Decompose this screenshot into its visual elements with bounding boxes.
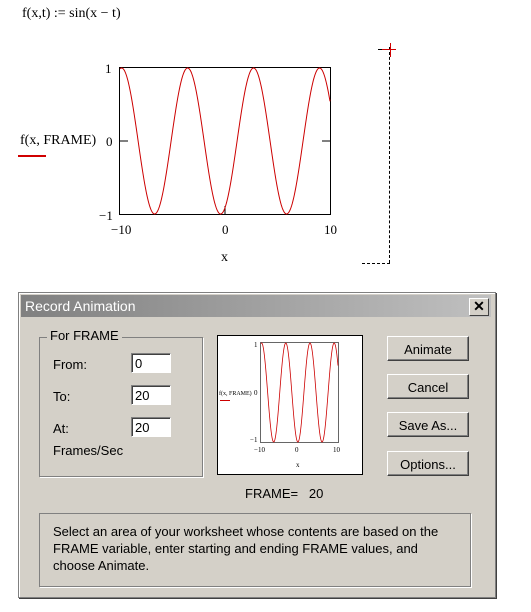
plot-frame xyxy=(120,68,331,215)
x-tick-label-right: 10 xyxy=(324,222,337,237)
preview-x-tick-mid: 0 xyxy=(295,446,299,454)
dialog-titlebar[interactable] xyxy=(21,295,491,317)
to-label: To: xyxy=(53,389,71,404)
group-title: For FRAME xyxy=(47,328,122,343)
close-icon: ✕ xyxy=(473,298,485,314)
preview-y-label-underline xyxy=(220,400,230,401)
at-label: At: xyxy=(53,421,69,436)
hint-text: Select an area of your worksheet whose contents are based on the FRAME variable, enter starting and ending FRAME values, and choose Animate. xyxy=(53,524,439,573)
x-tick-label-left: −10 xyxy=(111,222,132,237)
y-tick-label-mid: 0 xyxy=(106,134,113,149)
fps-label: Frames/Sec xyxy=(53,443,124,458)
cancel-button[interactable]: Cancel xyxy=(387,374,469,399)
y-tick-label-bottom: −1 xyxy=(99,208,113,223)
preview-plot-frame xyxy=(261,343,339,443)
preview-y-tick-bottom: −1 xyxy=(250,436,258,444)
record-animation-dialog xyxy=(18,292,496,598)
selection-border-bottom xyxy=(362,263,390,264)
insertion-cursor-v xyxy=(390,43,391,57)
preview-x-tick-left: −10 xyxy=(254,446,265,454)
from-field[interactable] xyxy=(131,353,171,373)
preview-y-tick-top: 1 xyxy=(254,341,258,349)
preview-y-label: f(x, FRAME) xyxy=(219,391,252,397)
y-tick-label-top: 1 xyxy=(105,61,112,76)
worksheet-plot[interactable] xyxy=(119,67,331,215)
preview-y-tick-mid: 0 xyxy=(254,389,258,397)
preview-x-tick-right: 10 xyxy=(333,446,340,454)
save-as-button[interactable]: Save As... xyxy=(387,412,469,437)
frame-status: FRAME= 20 xyxy=(245,486,324,501)
from-label: From: xyxy=(53,357,87,372)
function-definition: f(x,t) := sin(x − t) xyxy=(22,6,121,21)
x-tick-label-mid: 0 xyxy=(222,222,229,237)
selection-border-right xyxy=(389,47,390,263)
animate-button[interactable]: Animate xyxy=(387,336,469,361)
close-button[interactable] xyxy=(469,298,489,316)
y-label-underline xyxy=(18,155,46,157)
insertion-cursor-h xyxy=(382,49,396,50)
preview-x-label: x xyxy=(296,461,300,469)
dialog-title: Record Animation xyxy=(25,298,136,314)
plot-x-axis-label: x xyxy=(221,250,228,265)
options-button[interactable]: Options... xyxy=(387,451,469,476)
animation-preview xyxy=(217,335,363,475)
to-field[interactable] xyxy=(131,385,171,405)
plot-y-axis-label: f(x, FRAME) xyxy=(20,133,97,148)
at-field[interactable] xyxy=(131,417,171,437)
